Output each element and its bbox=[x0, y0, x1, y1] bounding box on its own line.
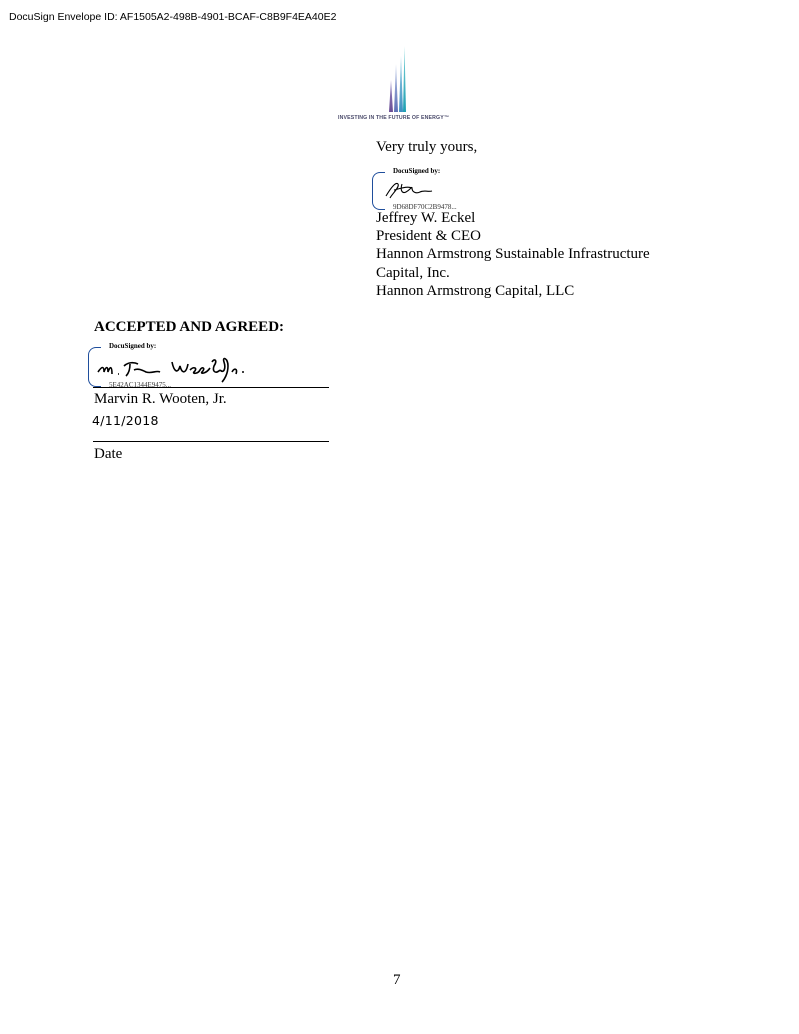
signer-2-name: Marvin R. Wooten, Jr. bbox=[94, 391, 227, 407]
signer-1-company-line-1: Hannon Armstrong Sustainable Infrastructure bbox=[376, 246, 650, 263]
docusigned-by-label: DocuSigned by: bbox=[109, 342, 157, 350]
signer-1-details bbox=[376, 209, 650, 300]
signer-1-company-line-3: Hannon Armstrong Capital, LLC bbox=[376, 282, 575, 299]
company-logo bbox=[336, 44, 464, 124]
date-line bbox=[93, 441, 329, 442]
signature-id: 9D68DF70C2B9478... bbox=[393, 203, 457, 211]
page-number: 7 bbox=[393, 972, 401, 988]
signed-date: 4/11/2018 bbox=[92, 413, 159, 428]
logo-tagline: INVESTING IN THE FUTURE OF ENERGY™ bbox=[338, 115, 450, 121]
signature-image bbox=[94, 352, 259, 384]
signature-line bbox=[93, 387, 329, 388]
envelope-id: DocuSign Envelope ID: AF1505A2-498B-4901-BCAF-C8B9F4EA40E2 bbox=[9, 11, 337, 23]
date-label: Date bbox=[94, 446, 123, 462]
signer-1-company-line-2: Capital, Inc. bbox=[376, 264, 450, 281]
signature-image bbox=[382, 180, 442, 202]
signature-id: 5E42AC1344E9475... bbox=[109, 381, 172, 389]
accepted-heading: ACCEPTED AND AGREED: bbox=[94, 319, 285, 335]
closing-salutation: Very truly yours, bbox=[376, 139, 478, 155]
signer-1-name: Jeffrey W. Eckel bbox=[376, 210, 476, 226]
signer-1-title: President & CEO bbox=[376, 228, 481, 245]
docusigned-by-label: DocuSigned by: bbox=[393, 167, 441, 175]
